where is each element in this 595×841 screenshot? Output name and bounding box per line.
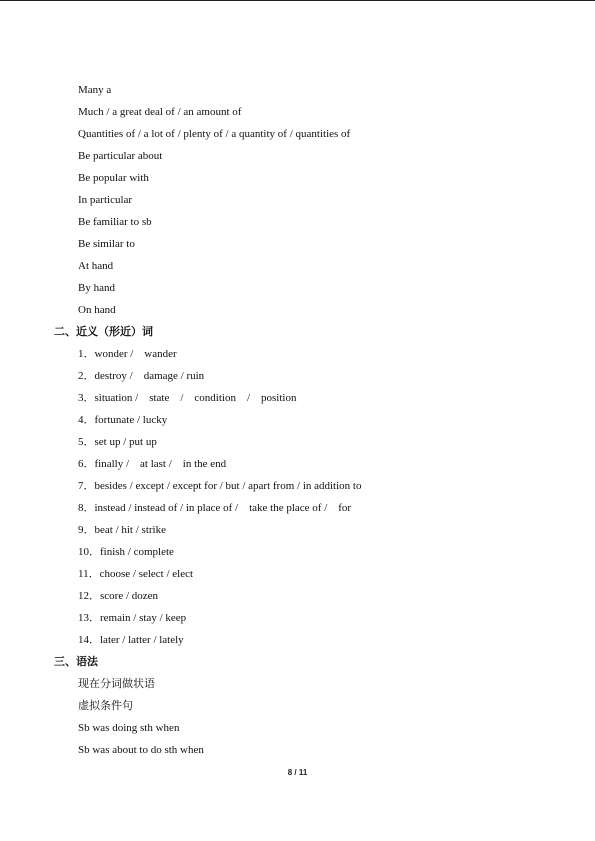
synonym-item: 4．fortunate / lucky xyxy=(78,414,168,426)
grammar-item: Sb was doing sth when xyxy=(78,722,180,734)
phrase-line: By hand xyxy=(78,282,115,294)
page-number: 8 / 11 xyxy=(287,768,308,777)
phrase-line: Be similar to xyxy=(78,238,135,250)
synonym-item: 7．besides / except / except for / but / apart from / in addition to xyxy=(78,480,362,492)
phrase-line: Quantities of / a lot of / plenty of / a quantity of / quantities of xyxy=(78,128,351,140)
page-top-rule xyxy=(0,0,595,1)
phrase-line: Many a xyxy=(78,84,112,96)
phrase-line: At hand xyxy=(78,260,114,272)
grammar-item: 现在分词做状语 xyxy=(78,677,155,690)
grammar-item: 虚拟条件句 xyxy=(78,699,133,712)
synonym-item: 2．destroy / damage / ruin xyxy=(78,370,205,382)
synonym-item: 1．wonder / wander xyxy=(78,348,177,360)
phrase-line: Be popular with xyxy=(78,172,149,184)
synonym-item: 9．beat / hit / strike xyxy=(78,524,166,536)
phrase-line: In particular xyxy=(78,194,133,206)
section-heading-grammar: 三、语法 xyxy=(54,655,98,668)
synonym-item: 3．situation / state / condition / position xyxy=(78,392,297,404)
document-body xyxy=(0,79,595,761)
synonym-item: 10．finish / complete xyxy=(78,546,174,558)
phrase-line: On hand xyxy=(78,304,116,316)
synonym-item: 13．remain / stay / keep xyxy=(78,612,187,624)
synonym-item: 8．instead / instead of / in place of / take the place of / for xyxy=(78,502,352,514)
phrase-line: Be particular about xyxy=(78,150,163,162)
section-heading-synonyms: 二、近义（形近）词 xyxy=(54,325,153,338)
grammar-item: Sb was about to do sth when xyxy=(78,744,204,756)
phrase-line: Much / a great deal of / an amount of xyxy=(78,106,242,118)
phrase-line: Be familiar to sb xyxy=(78,216,152,228)
synonym-item: 11．choose / select / elect xyxy=(78,568,194,580)
synonym-item: 6．finally / at last / in the end xyxy=(78,458,227,470)
synonym-item: 5．set up / put up xyxy=(78,436,157,448)
synonym-item: 12．score / dozen xyxy=(78,590,159,602)
synonym-item: 14．later / latter / lately xyxy=(78,634,184,646)
